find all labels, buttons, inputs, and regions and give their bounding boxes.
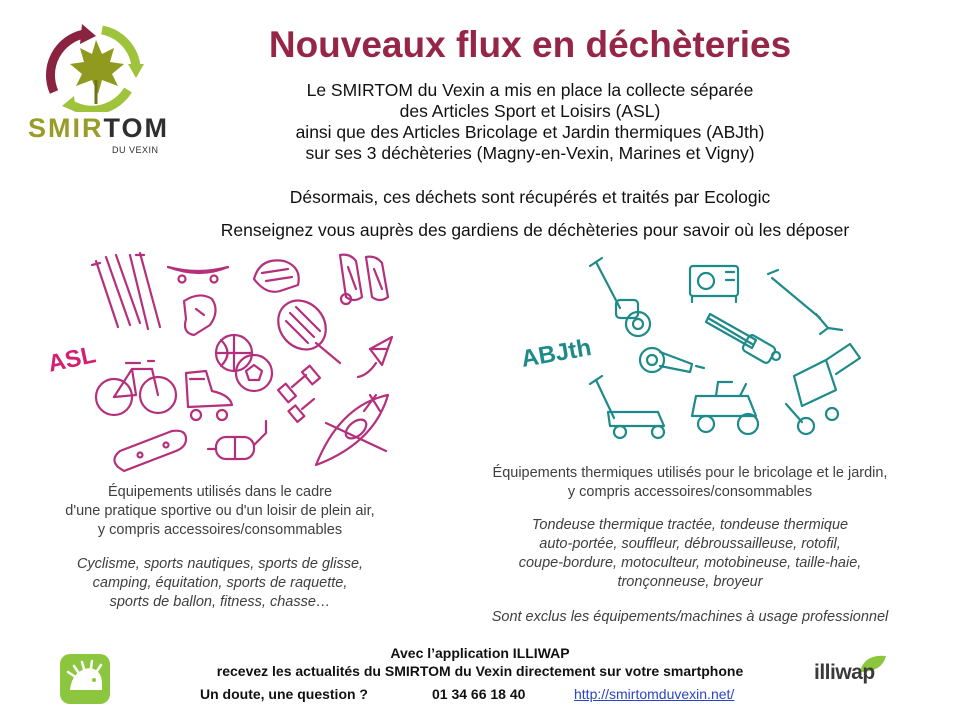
logo-name: SMIRTOM	[28, 113, 169, 143]
leaf-blower-icon	[640, 348, 704, 372]
abjth-desc-line: Équipements thermiques utilisés pour le bricolage et le jardin,	[492, 465, 888, 481]
abjth-examples	[440, 516, 940, 592]
abjth-example-line: auto-portée, souffleur, débroussailleuse, rotofil,	[539, 536, 841, 552]
asl-tag: ASL	[45, 341, 99, 378]
lawn-mower-icon	[590, 376, 664, 438]
asl-example-line: Cyclisme, sports nautiques, sports de glisse,	[76, 556, 364, 572]
footer-phone: 01 34 66 18 40	[432, 686, 526, 702]
skateboard-icon	[168, 267, 228, 283]
roller-skate-icon	[186, 371, 232, 420]
intro-line: sur ses 3 déchèteries (Magny-en-Vexin, Marines et Vigny)	[305, 143, 755, 163]
logo-subtitle: DU VEXIN	[112, 145, 159, 155]
asl-examples	[20, 555, 420, 612]
abjth-example-line: Tondeuse thermique tractée, tondeuse thermique	[531, 517, 849, 533]
bodyboard-icon	[184, 295, 216, 335]
asl-desc-line: d'une pratique sportive ou d'un loisir de plein air,	[65, 503, 375, 519]
gardiens-line: Renseignez vous auprès des gardiens de déchèteries pour savoir où les déposer	[220, 220, 850, 240]
shredder-icon	[786, 344, 860, 434]
asl-example-line: camping, équitation, sports de raquette,	[92, 575, 348, 591]
generator-icon	[690, 266, 738, 302]
intro-line: ainsi que des Articles Bricolage et Jardin thermiques (ABJth)	[295, 122, 765, 142]
tennis-racket-icon	[268, 291, 351, 363]
kayak-icon	[316, 395, 388, 465]
abjth-example-line: tronçonneuse, broyeur	[617, 574, 763, 590]
abjth-description	[440, 464, 940, 502]
basketball-icon	[216, 335, 252, 371]
tiller-icon	[590, 258, 650, 336]
intro-line: des Articles Sport et Loisirs (ASL)	[399, 101, 661, 121]
illiwap-app-icon[interactable]	[60, 654, 110, 704]
footer-news-line: recevez les actualités du SMIRTOM du Vexin directement sur votre smartphone	[216, 663, 744, 679]
abjth-desc-line: y compris accessoires/consommables	[567, 484, 813, 500]
footer-app-line: Avec l’application ILLIWAP	[390, 645, 570, 661]
snorkel-mask-icon	[208, 421, 266, 459]
footer-question: Un doute, une question ?	[200, 686, 368, 702]
abjth-illustration	[580, 248, 870, 448]
page-title: Nouveaux flux en déchèteries	[268, 24, 792, 65]
asl-desc-line: y compris accessoires/consommables	[97, 522, 343, 538]
asl-description	[20, 483, 420, 540]
helmet-icon	[254, 260, 299, 291]
ecologic-line: Désormais, ces déchets sont récupérés et traités par Ecologic	[289, 187, 771, 207]
bicycle-icon	[96, 361, 176, 415]
intro-line: Le SMIRTOM du Vexin a mis en place la collecte séparée	[306, 80, 754, 100]
string-trimmer-icon	[768, 270, 842, 334]
smirtom-logo	[16, 20, 176, 155]
illiwap-logo-text: illiwap	[814, 661, 875, 684]
kite-icon	[358, 337, 392, 377]
ride-on-mower-icon	[692, 382, 758, 434]
intro-text	[180, 80, 880, 164]
chainsaw-icon	[706, 314, 780, 364]
website-link[interactable]: http://smirtomduvexin.net/	[574, 686, 735, 702]
snowboard-icon	[114, 431, 186, 471]
skis-icon	[92, 253, 160, 329]
recycling-leaf-icon	[24, 20, 164, 112]
football-icon	[236, 355, 272, 391]
abjth-exclusion: Sont exclus les équipements/machines à usage professionnel	[491, 609, 889, 625]
dumbbell-icon	[278, 366, 320, 422]
abjth-example-line: coupe-bordure, motoculteur, motobineuse, taille-haie,	[518, 555, 862, 571]
asl-desc-line: Équipements utilisés dans le cadre	[107, 484, 333, 500]
abjth-tag: ABJth	[519, 334, 594, 373]
asl-example-line: sports de ballon, fitness, chasse…	[109, 594, 331, 610]
illiwap-logo	[812, 652, 892, 708]
